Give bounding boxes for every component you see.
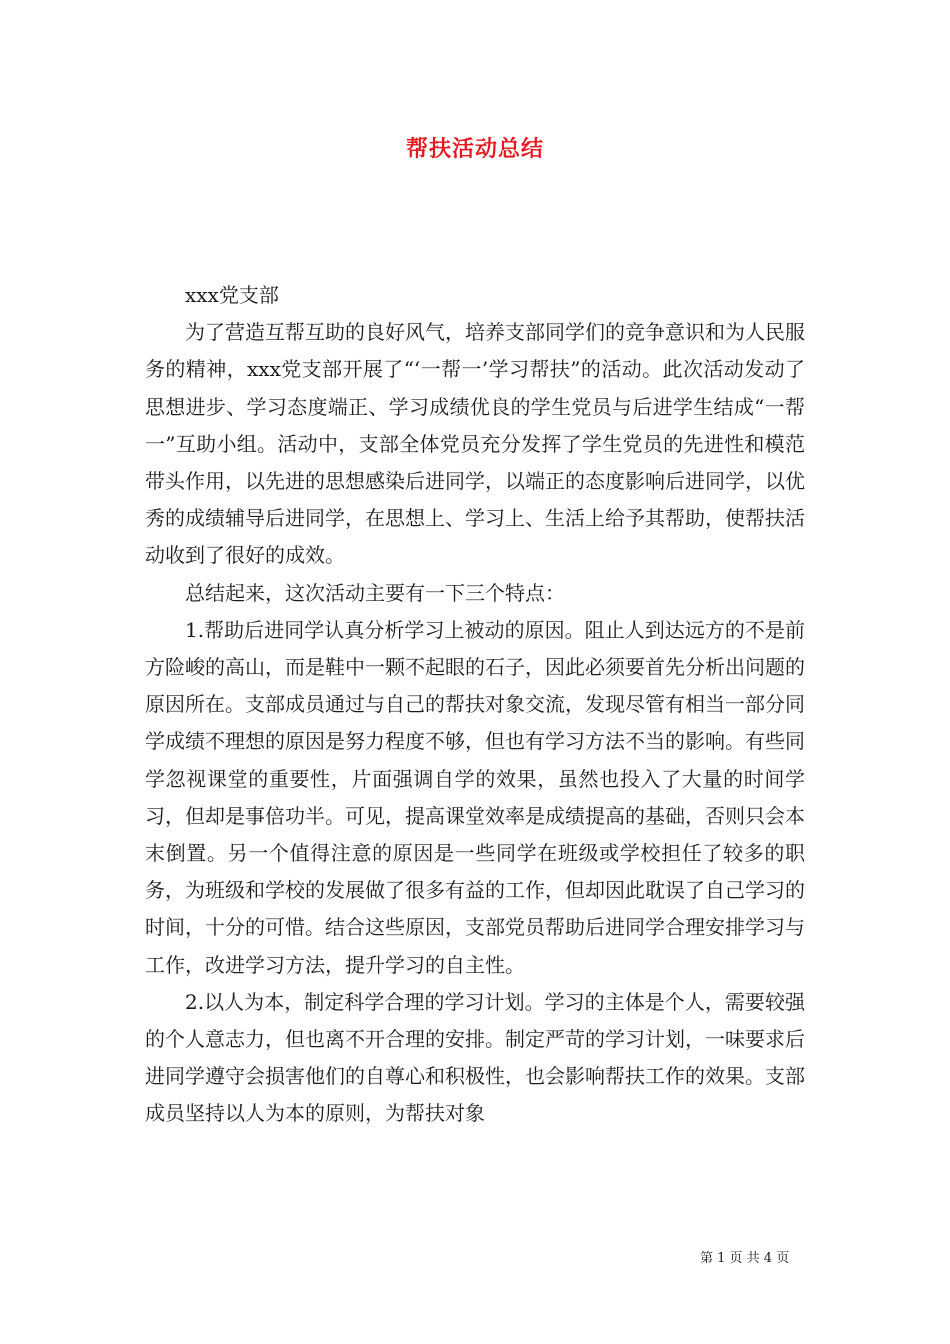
page-number-footer: 第 1 页 共 4 页 — [700, 1251, 790, 1266]
paragraph-summary-lead: 总结起来，这次活动主要有一下三个特点： — [185, 580, 565, 605]
paragraph-point-1: 1.帮助后进同学认真分析学习上被动的原因。阻止人到达远方的不是前方险峻的高山，而是鞋中一颗不起眼的石子，因此必须要首先分析出问题的原因所在。支部成员通过与自己的帮扶对象交流，发现尽管有相当一部分同学成绩不理想的原因是努力程度不够，但也有学习方法不当的影响。有些同学忽视课堂的重要性，片面强调自学的效果，虽然也投入了大量的时间学习，但却是事倍功半。可见，提高课堂效率是成绩提高的基础，否则只会本末倒置。另一个值得注意的原因是一些同学在班级或学校担任了较多的职务，为班级和学校的发展做了很多有益的工作，但却因此耽误了自己学习的时间，十分的可惜。结合这些原因，支部党员帮助后进同学合理安排学习与工作，改进学习方法，提升学习的自主性。 — [145, 617, 805, 977]
paragraph-point-2: 2.以人为本，制定科学合理的学习计划。学习的主体是个人，需要较强的个人意志力，但也离不开合理的安排。制定严苛的学习计划，一味要求后进同学遵守会损害他们的自尊心和积极性，也会影响帮扶工作的效果。支部成员坚持以人为本的原则，为帮扶对象 — [145, 989, 805, 1126]
document-title: 帮扶活动总结 — [405, 136, 544, 162]
paragraph-organization: xxx党支部 — [185, 283, 279, 307]
paragraph-intro: 为了营造互帮互助的良好风气，培养支部同学们的竞争意识和为人民服务的精神，xxx党支部开展了“‘一帮一’学习帮扶”的活动。此次活动发动了思想进步、学习态度端正、学习成绩优良的学生党员与后进学生结成“一帮一”互助小组。活动中，支部全体党员充分发挥了学生党员的先进性和模范带头作用，以先进的思想感染后进同学，以端正的态度影响后进同学，以优秀的成绩辅导后进同学，在思想上、学习上、生活上给予其帮助，使帮扶活动收到了很好的成效。 — [145, 320, 805, 568]
document-body — [145, 277, 805, 1133]
